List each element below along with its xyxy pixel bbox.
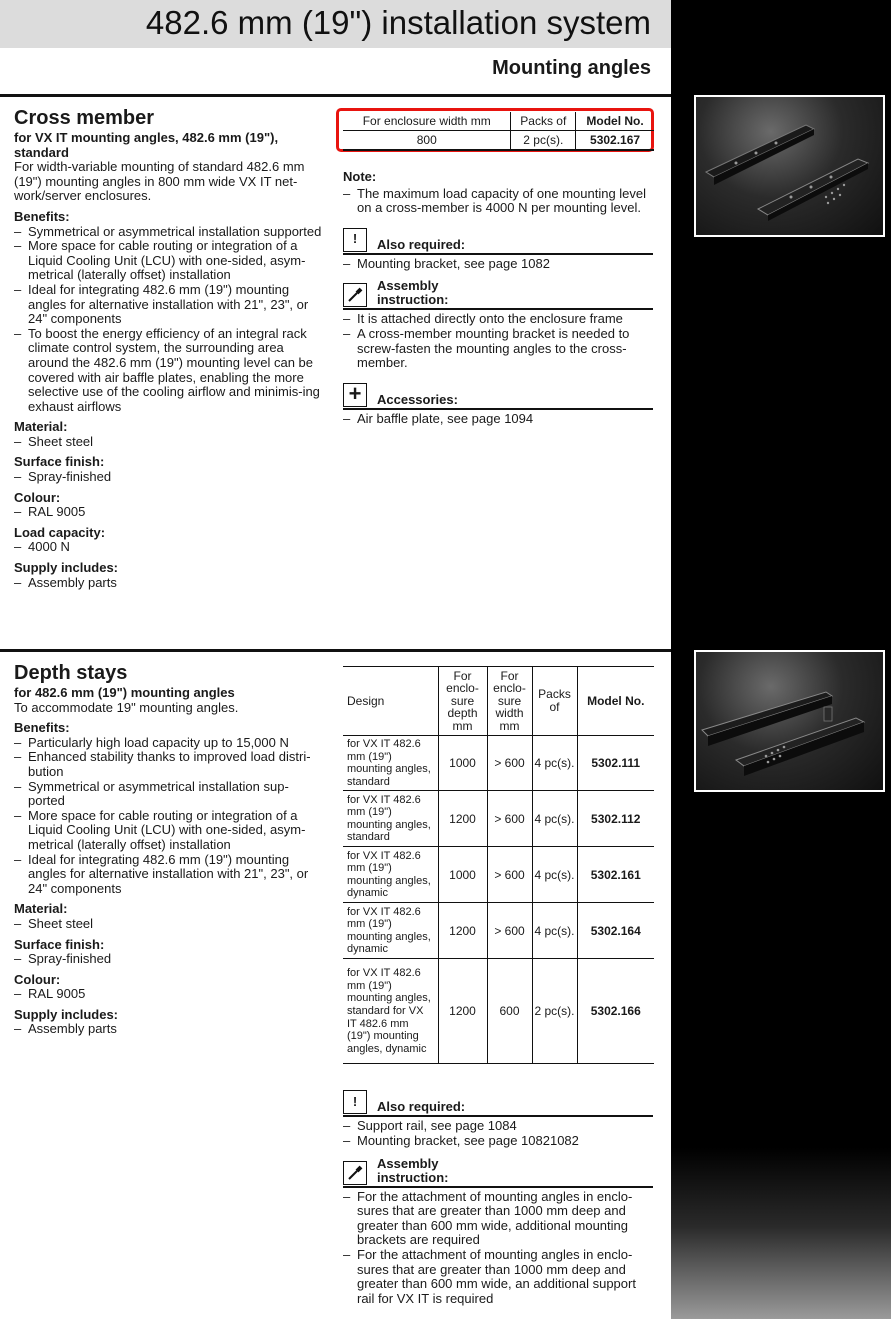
- load-label: Load capacity:: [14, 524, 106, 540]
- model-number: 5302.161: [577, 847, 654, 903]
- finish-label: Surface finish:: [14, 936, 105, 952]
- table-row: [343, 131, 654, 151]
- screwdriver-icon: [343, 283, 367, 307]
- cross-member-product-image: [694, 95, 885, 237]
- cross-member-description: [14, 107, 324, 590]
- also-required-heading: [343, 1090, 653, 1117]
- list-item: – For the attachment of mounting angles in enclo-sures that are greater than 1000 mm deep and greater than 600 mm wide, an additional support rail for VX IT is required: [343, 1248, 653, 1306]
- list-item: – Mounting bracket, see page 1082: [343, 257, 653, 272]
- material-label: Material:: [14, 901, 68, 917]
- exclamation-icon: !: [343, 1090, 367, 1114]
- depth-stays-title: Depth stays: [14, 662, 128, 684]
- assembly-heading: [343, 1157, 653, 1188]
- table-cell: 4 pc(s).: [532, 903, 577, 959]
- table-cell: 1200: [438, 791, 487, 847]
- table-cell: 2 pc(s).: [511, 131, 576, 151]
- table-row: [343, 791, 654, 847]
- table-header: For enclosure width mm: [343, 112, 511, 131]
- finish-label: Surface finish:: [14, 454, 105, 470]
- list-item: – Symmetrical or asymmetrical installation sup-ported: [14, 780, 324, 809]
- list-item: – For the attachment of mounting angles in enclo-sures that are greater than 1000 mm deep and greater than 600 mm wide, additional mounting brackets are required: [343, 1190, 653, 1248]
- table-cell: > 600: [487, 791, 532, 847]
- table-cell: 1200: [438, 903, 487, 959]
- table-cell: 800: [343, 131, 511, 151]
- note-block: [343, 170, 653, 216]
- also-required-heading: [343, 228, 653, 255]
- list-item: – Ideal for integrating 482.6 mm (19") mounting angles for alternative installation with 21", 23", or 24" components: [14, 283, 324, 327]
- page-header: [0, 0, 671, 48]
- exclamation-icon: !: [343, 228, 367, 252]
- benefits-label: Benefits:: [14, 720, 70, 736]
- depth-stays-table: [343, 666, 654, 1064]
- table-cell: 4 pc(s).: [532, 791, 577, 847]
- design-cell: for VX IT 482.6 mm (19") mounting angles, dynamic: [343, 847, 438, 903]
- model-number: 5302.166: [577, 959, 654, 1064]
- colour-value: – RAL 9005: [14, 505, 324, 520]
- list-item: – It is attached directly onto the enclosure frame: [343, 312, 653, 327]
- table-cell: 2 pc(s).: [532, 959, 577, 1064]
- depth-stays-details: [343, 666, 653, 1306]
- note-label: Note:: [343, 169, 377, 184]
- supply-label: Supply includes:: [14, 1006, 119, 1022]
- section-subtitle: Mounting angles: [492, 57, 651, 79]
- list-item: – Symmetrical or asymmetrical installation supported: [14, 225, 324, 240]
- depth-stays-intro: To accommodate 19" mounting angles.: [14, 699, 239, 715]
- colour-value: – RAL 9005: [14, 987, 324, 1002]
- cross-member-details: [343, 112, 653, 426]
- table-cell: > 600: [487, 903, 532, 959]
- model-number: 5302.111: [577, 736, 654, 791]
- table-cell: > 600: [487, 736, 532, 791]
- table-header: Packs of: [532, 667, 577, 736]
- supply-value: – Assembly parts: [14, 576, 324, 591]
- list-item: – More space for cable routing or integration of a Liquid Cooling Unit (LCU) with one-sided, asym-metrical (laterally offset) installation: [14, 239, 324, 283]
- supply-value: – Assembly parts: [14, 1022, 324, 1037]
- finish-value: – Spray-finished: [14, 952, 324, 967]
- list-item: – More space for cable routing or integration of a Liquid Cooling Unit (LCU) with one-sided, asym-metrical (laterally offset) installation: [14, 809, 324, 853]
- cross-member-intro: For width-variable mounting of standard 482.6 mm (19") mounting angles in 800 mm wide VX IT net-work/server enclosures.: [14, 159, 305, 204]
- table-cell: 4 pc(s).: [532, 736, 577, 791]
- table-header: For enclo-sure width mm: [487, 667, 532, 736]
- cross-member-table: [343, 112, 654, 151]
- accessories-label: Accessories:: [377, 391, 458, 407]
- depth-stays-product-image: [694, 650, 885, 792]
- also-required-label: Also required:: [377, 236, 466, 252]
- model-number: 5302.164: [577, 903, 654, 959]
- table-row: [343, 736, 654, 791]
- benefits-label: Benefits:: [14, 208, 70, 224]
- model-number: 5302.112: [577, 791, 654, 847]
- also-required-label: Also required:: [377, 1099, 466, 1115]
- design-cell: for VX IT 482.6 mm (19") mounting angles, standard for VX IT 482.6 mm (19") mounting angles, dynamic: [343, 959, 438, 1064]
- depth-stays-description: [14, 662, 324, 1037]
- table-header: Design: [343, 667, 438, 736]
- note-text: – The maximum load capacity of one mounting level on a cross-member is 4000 N per mounting level.: [343, 187, 653, 216]
- design-cell: for VX IT 482.6 mm (19") mounting angles, standard: [343, 736, 438, 791]
- table-cell: 1200: [438, 959, 487, 1064]
- assembly-label: instruction:: [377, 1169, 449, 1185]
- colour-label: Colour:: [14, 489, 61, 505]
- material-value: – Sheet steel: [14, 435, 324, 450]
- table-cell: 1000: [438, 736, 487, 791]
- assembly-label: Assembly: [377, 278, 439, 294]
- colour-label: Colour:: [14, 971, 61, 987]
- benefits-list: [14, 736, 324, 897]
- list-item: – A cross-member mounting bracket is needed to screw-fasten the mounting angles to the cross-member.: [343, 327, 653, 371]
- assembly-heading: [343, 279, 653, 310]
- table-header: Model No.: [577, 667, 654, 736]
- assembly-label: instruction:: [377, 292, 449, 308]
- table-cell: > 600: [487, 847, 532, 903]
- screwdriver-icon: [343, 1161, 367, 1185]
- divider: [0, 649, 671, 652]
- material-label: Material:: [14, 419, 68, 435]
- list-item: – Ideal for integrating 482.6 mm (19") mounting angles for alternative installation with 21", 23", or 24" components: [14, 853, 324, 897]
- table-cell: 600: [487, 959, 532, 1064]
- list-item: – Air baffle plate, see page 1094: [343, 412, 653, 427]
- cross-member-subtitle: for VX IT mounting angles, 482.6 mm (19"), standard: [14, 130, 279, 160]
- design-cell: for VX IT 482.6 mm (19") mounting angles, dynamic: [343, 903, 438, 959]
- material-value: – Sheet steel: [14, 917, 324, 932]
- table-header: Packs of: [511, 112, 576, 131]
- table-cell: 4 pc(s).: [532, 847, 577, 903]
- list-item: – Particularly high load capacity up to 15,000 N: [14, 736, 324, 751]
- accessories-heading: [343, 383, 653, 410]
- list-item: – Enhanced stability thanks to improved load distri-bution: [14, 750, 324, 779]
- list-item: – Support rail, see page 1084: [343, 1119, 653, 1134]
- table-row: [343, 847, 654, 903]
- table-row: [343, 959, 654, 1064]
- list-item: – Mounting bracket, see page 10821082: [343, 1134, 653, 1149]
- cross-member-title: Cross member: [14, 107, 155, 129]
- table-header: For enclo-sure depth mm: [438, 667, 487, 736]
- depth-stays-subtitle: for 482.6 mm (19") mounting angles: [14, 685, 235, 700]
- assembly-label: Assembly: [377, 1155, 439, 1171]
- benefits-list: [14, 225, 324, 415]
- supply-label: Supply includes:: [14, 560, 119, 576]
- page-title: 482.6 mm (19") installation system: [145, 4, 651, 41]
- table-cell: 1000: [438, 847, 487, 903]
- load-value: – 4000 N: [14, 540, 324, 555]
- finish-value: – Spray-finished: [14, 470, 324, 485]
- table-row: [343, 903, 654, 959]
- plus-icon: +: [343, 383, 367, 407]
- list-item: – To boost the energy efficiency of an integral rack climate control system, the surrounding area around the 482.6 mm (19") mounting level can be covered with air baffle plates, enabling the more selective use of the cooling airflow and minimis-ing exhaust airflows: [14, 327, 324, 415]
- model-number: 5302.167: [576, 131, 654, 151]
- divider: [0, 94, 671, 97]
- table-header: Model No.: [576, 112, 654, 131]
- design-cell: for VX IT 482.6 mm (19") mounting angles, standard: [343, 791, 438, 847]
